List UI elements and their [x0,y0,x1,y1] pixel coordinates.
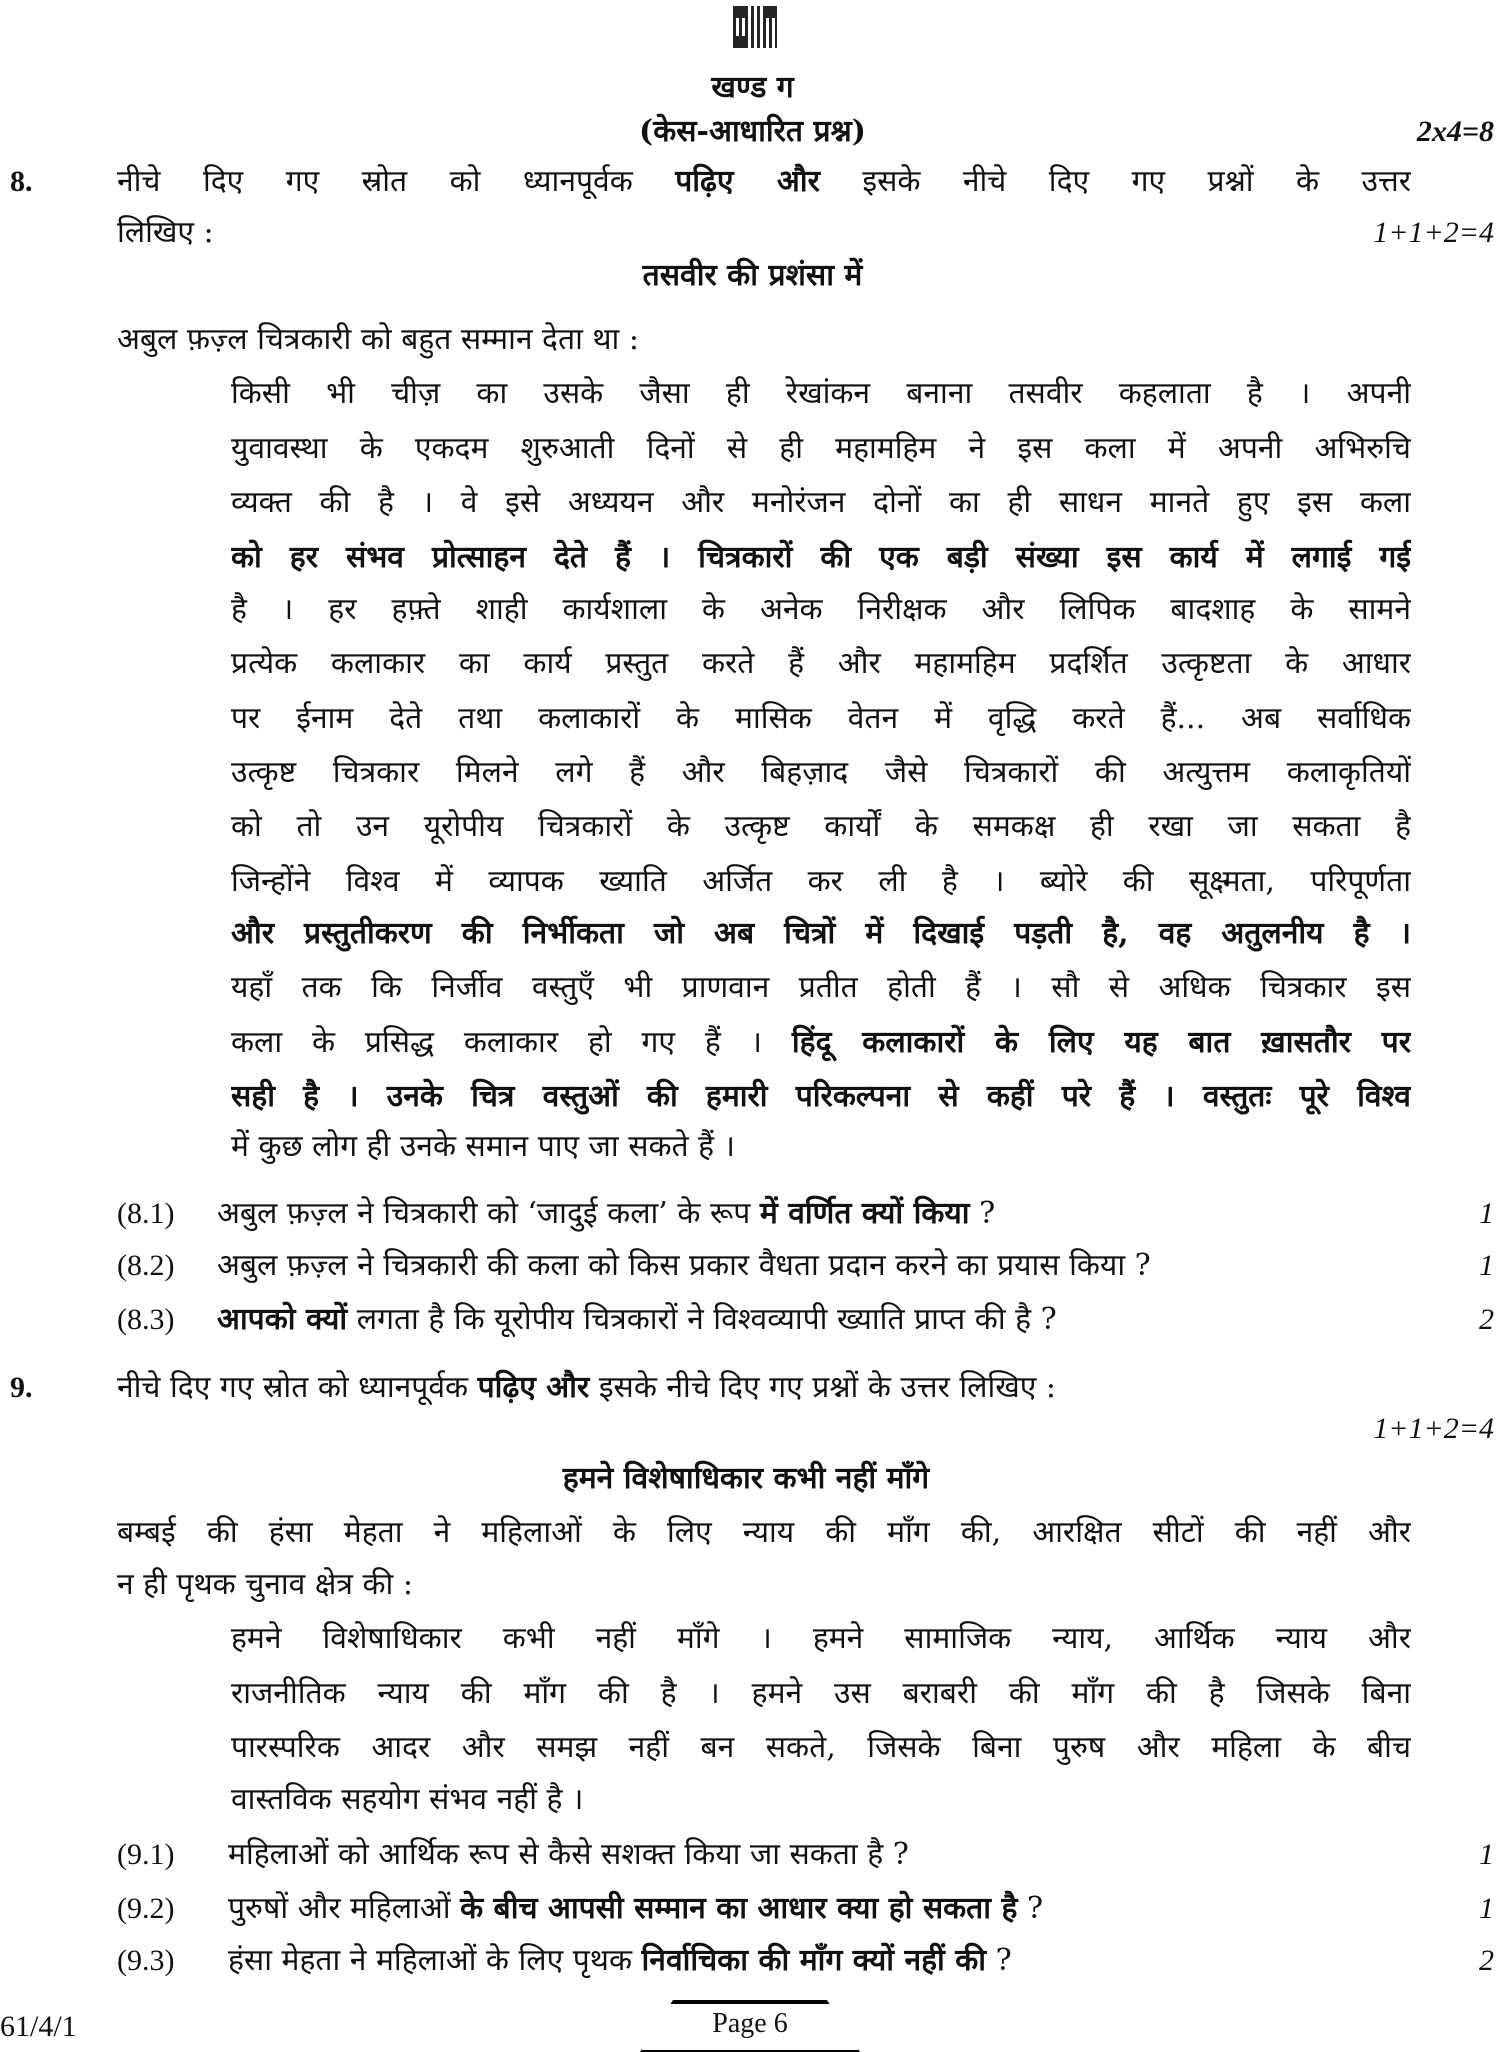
text-segment: अबुल फ़ज़्ल ने चित्रकारी की कला को किस प्रकार वैधता प्रदान करने का प्रयास किया ? [217,1248,1151,1283]
subquestion-marks: 1 [1479,1249,1494,1282]
page-number: Page 6 [712,2008,788,2039]
text-segment: पारस्परिक आदर और समझ नहीं बन सकते, जिसके बिना पुरुष और महिला के बीच [231,1730,1411,1765]
subquestion-label: (9.1) [117,1838,175,1871]
text-segment: वास्तविक सहयोग संभव नहीं है । [231,1782,584,1817]
q9-source-title: हमने विशेषाधिकार कभी नहीं माँगे [562,1461,930,1496]
subquestion-label: (8.2) [117,1249,175,1282]
text-segment: सही है । उनके चित्र वस्तुओं की हमारी परिकल्पना से कहीं परे हैं । वस्तुतः पूरे विश्व [231,1079,1411,1114]
passage-line [231,644,1411,684]
q9-source-intro: बम्बई की हंसा मेहता ने महिलाओं के लिए न्याय की माँग की, आरक्षित सीटों की नहीं और [117,1515,1411,1550]
q8-marks: 1+1+2=4 [1373,216,1494,249]
q9-instruction [117,1368,1056,1408]
text-segment: को हर संभव प्रोत्साहन देते हैं । चित्रकारों की एक बड़ी संख्या इस कार्य में लगाई गई [231,540,1411,575]
text-segment: प्रत्येक कलाकार का कार्य प्रस्तुत करते हैं और महामहिम प्रदर्शित उत्कृष्टता के आधार [231,646,1411,681]
text-segment: में कुछ लोग ही उनके समान पाए जा सकते हैं । [231,1129,735,1164]
subquestion-text [228,1889,1043,1929]
text-segment: इसके नीचे दिए गए प्रश्नों के उत्तर लिखिए : [589,1370,1057,1405]
passage-line [231,1023,1411,1063]
subquestion-label: (9.2) [117,1892,175,1925]
text-segment: हमने विशेषाधिकार कभी नहीं माँगे । हमने सामाजिक न्याय, आर्थिक न्याय और [231,1621,1411,1656]
passage-line [231,538,1411,578]
question-number: 9. [10,1371,33,1404]
q8-instruction [117,162,1411,202]
text-segment: हंसा मेहता ने महिलाओं के लिए पृथक [228,1943,642,1978]
passage-line [231,374,1411,414]
subquestion-text [217,1246,1151,1286]
subquestion-marks: 1 [1479,1892,1494,1925]
q9-source-intro-cont: न ही पृथक चुनाव क्षेत्र की : [117,1567,413,1602]
q8-source-intro: अबुल फ़ज़्ल चित्रकारी को बहुत सम्मान देता था : [117,322,639,357]
subquestion-marks: 1 [1479,1197,1494,1230]
text-segment: व्यक्त की है । वे इसे अध्ययन और मनोरंजन दोनों का ही साधन मानते हुए इस कला [231,485,1411,520]
text-segment: राजनीतिक न्याय की माँग की है । हमने उस बराबरी की माँग की है जिसके बिना [231,1676,1411,1711]
text-segment: हिंदू कलाकारों के लिए यह बात ख़ासतौर पर [791,1025,1411,1060]
passage-line [231,968,1411,1008]
text-segment: अबुल फ़ज़्ल ने चित्रकारी को ‘जादुई कला’ के रूप [217,1196,760,1231]
text-segment: इसके नीचे दिए गए प्रश्नों के उत्तर [819,164,1411,199]
text-segment: पढ़िए और [675,164,820,199]
passage-line [231,1728,1411,1768]
text-segment: ? [1017,1891,1044,1926]
text-segment: महिलाओं को आर्थिक रूप से कैसे सशक्त किया जा सकता है ? [228,1837,909,1872]
subquestion-text [217,1300,1057,1340]
text-segment: के बीच आपसी सम्मान का आधार क्या हो सकता है [460,1891,1018,1926]
subquestion-marks: 2 [1479,1303,1494,1336]
question-number: 8. [10,165,33,198]
text-segment: नीचे दिए गए स्रोत को ध्यानपूर्वक [117,164,676,199]
text-segment: जिन्होंने विश्व में व्यापक ख्याति अर्जित कर ली है । ब्योरे की सूक्ष्मता, परिपूर्णता [231,864,1411,899]
section-title: खण्ड ग [711,70,794,105]
q9-marks: 1+1+2=4 [1373,1412,1494,1445]
passage-line [231,1077,1411,1117]
text-segment: यहाँ तक कि निर्जीव वस्तुएँ भी प्राणवान प्रतीत होती हैं । सौ से अधिक चित्रकार इस [231,970,1411,1005]
section-subtitle: (केस-आधारित प्रश्न) [639,114,866,149]
paper-code: 61/4/1 [0,2010,77,2043]
text-segment: आपको क्यों [217,1302,348,1337]
passage-line [231,590,1411,630]
text-segment: पुरुषों और महिलाओं [228,1891,461,1926]
text-segment: में वर्णित क्यों किया [759,1196,970,1231]
text-segment: कला के प्रसिद्ध कलाकार हो गए हैं । [231,1025,792,1060]
subquestion-marks: 1 [1479,1838,1494,1871]
passage-line [231,699,1411,739]
q8-instruction-cont: लिखिए : [117,215,214,250]
passage-line [231,914,1411,954]
passage-line [231,753,1411,793]
subquestion-label: (9.3) [117,1944,175,1977]
passage-line [231,1780,1411,1820]
text-segment: पढ़िए और [477,1370,590,1405]
subquestion-label: (8.3) [117,1303,175,1336]
text-segment: नीचे दिए गए स्रोत को ध्यानपूर्वक [117,1370,478,1405]
text-segment: और प्रस्तुतीकरण की निर्भीकता जो अब चित्रों में दिखाई पड़ती है, वह अतुलनीय है । [231,916,1411,951]
passage-line [231,429,1411,469]
text-segment: ? [969,1196,996,1231]
text-segment: युवावस्था के एकदम शुरुआती दिनों से ही महामहिम ने इस कला में अपनी अभिरुचि [231,431,1411,466]
subquestion-label: (8.1) [117,1197,175,1230]
text-segment: को तो उन यूरोपीय चित्रकारों के उत्कृष्ट कार्यों के समकक्ष ही रखा जा सकता है [231,809,1411,844]
text-segment: निर्वाचिका की माँग क्यों नहीं की [641,1943,987,1978]
q8-source-title: तसवीर की प्रशंसा में [642,258,863,293]
passage-line [231,1619,1411,1659]
subquestion-text [228,1941,1012,1981]
subquestion-text [228,1835,909,1875]
passage-line [231,862,1411,902]
text-segment: ? [986,1943,1012,1978]
passage-line [231,1674,1411,1714]
subquestion-marks: 2 [1479,1944,1494,1977]
passage-line [231,1127,1411,1167]
text-segment: है । हर हफ़्ते शाही कार्यशाला के अनेक निरीक्षक और लिपिक बादशाह के सामने [231,592,1411,627]
passage-line [231,807,1411,847]
text-segment: लगता है कि यूरोपीय चित्रकारों ने विश्वव्यापी ख्याति प्राप्त की है ? [347,1302,1057,1337]
text-segment: किसी भी चीज़ का उसके जैसा ही रेखांकन बनाना तसवीर कहलाता है । अपनी [231,376,1411,411]
passage-line [231,483,1411,523]
subquestion-text [217,1194,995,1234]
text-segment: पर ईनाम देते तथा कलाकारों के मासिक वेतन में वृद्धि करते हैं... अब सर्वाधिक [231,701,1411,736]
section-marks: 2x4=8 [1416,115,1494,148]
qr-code [733,6,777,48]
text-segment: उत्कृष्ट चित्रकार मिलने लगे हैं और बिहज़ाद जैसे चित्रकारों की अत्युत्तम कलाकृतियों [231,755,1411,790]
